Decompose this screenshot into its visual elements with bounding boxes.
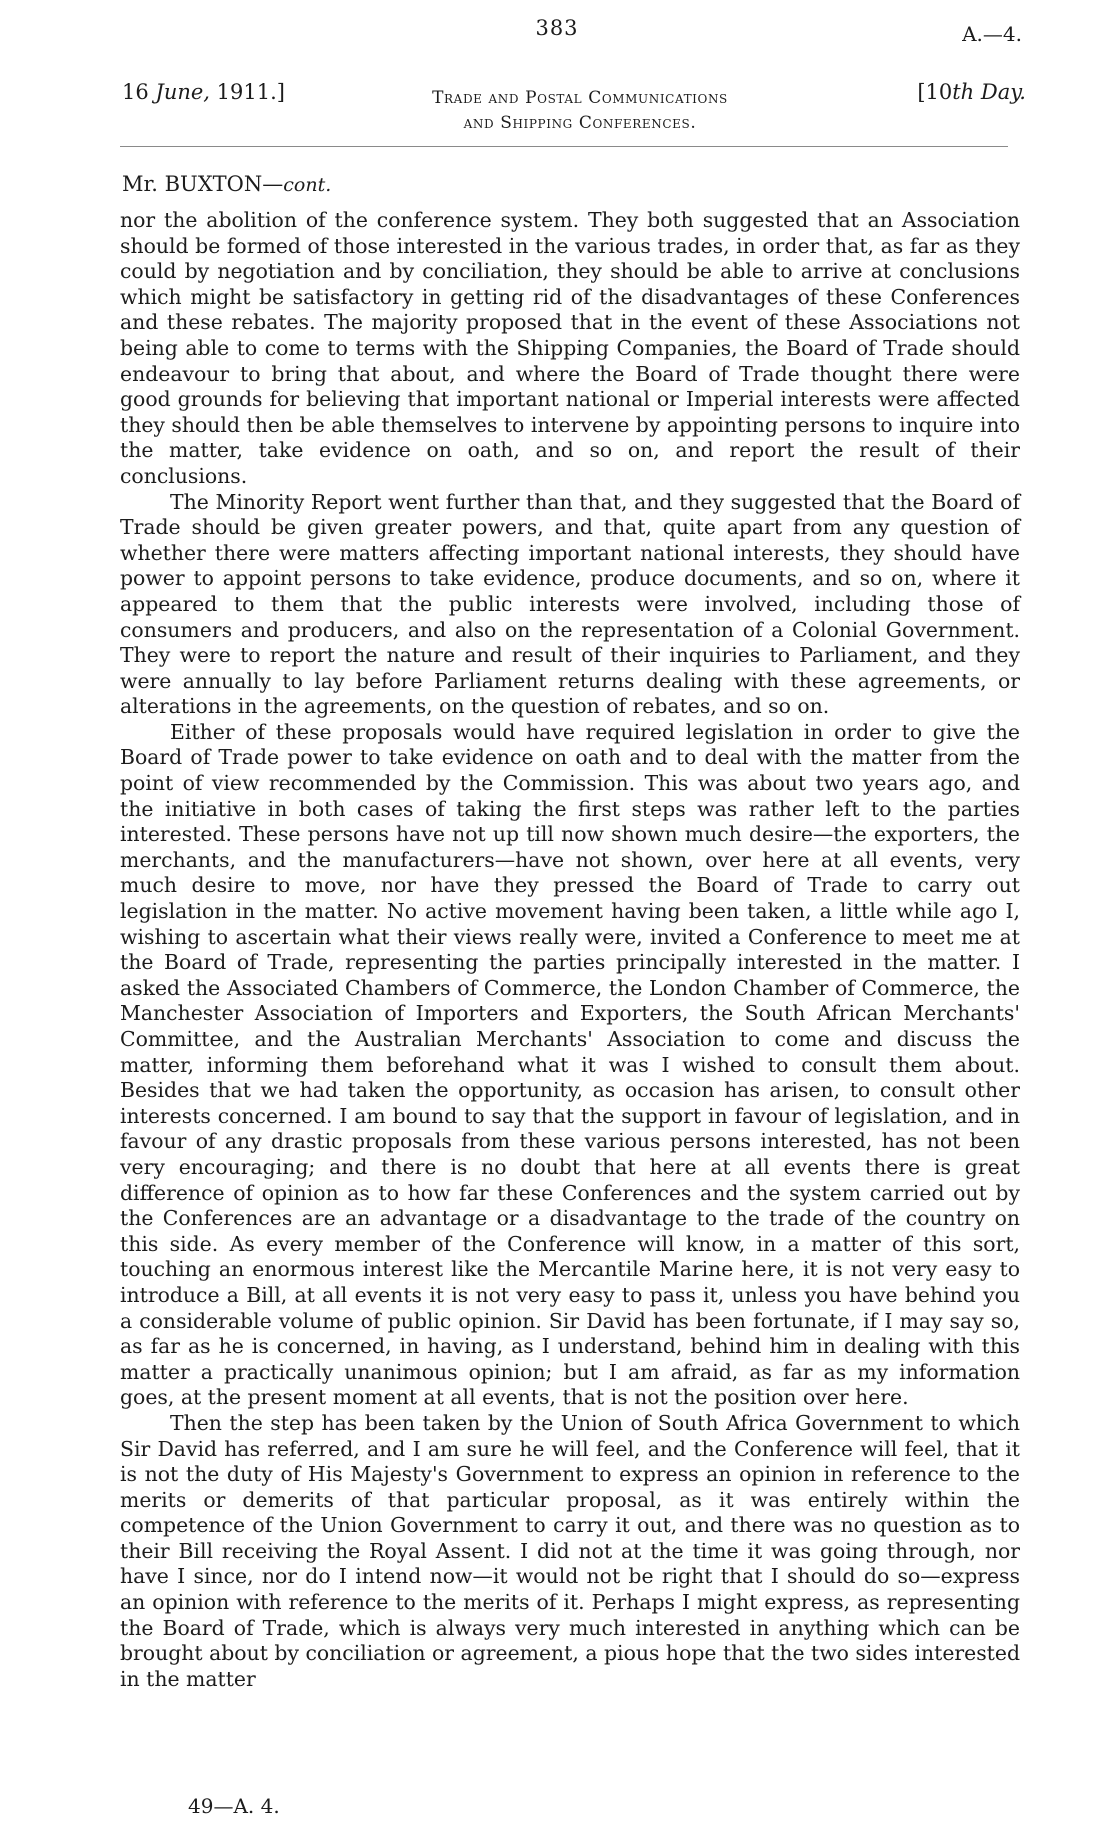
speaker-name: Mr. BUXTON— [122,172,284,196]
header-title [340,86,820,135]
header-date-year: 1911.] [209,80,285,104]
paragraph: Either of these proposals would have required legislation in order to give the Board of Trade power to take evidence on oath and to deal with the matter from the point of view recommended by the Commission. This was about two years ago, and the initiative in both cases of taking the first steps was rather left to the parties interested. These persons have not up till now shown much desire—the exporters, the merchants, and the manufacturers—have not shown, over here at all events, very much desire to move, nor have they pressed the Board of Trade to carry out legislation in the matter. No active movement having been taken, a little while ago I, wishing to ascertain what their views really were, invited a Conference to meet me at the Board of Trade, representing the parties principally interested in the matter. I asked the Associated Chambers of Commerce, the London Chamber of Commerce, the Manchester Association of Importers and Exporters, the South African Merchants' Committee, and the Australian Merchants' Association to come and discuss the matter, informing them beforehand what it was I wished to consult them about. Besides that we had taken the opportunity, as occasion has arisen, to consult other interests concerned. I am bound to say that the support in favour of legislation, and in favour of any drastic proposals from these various persons interested, has not been very encouraging; and there is no doubt that here at all events there is great difference of opinion as to how far these Conferences and the system carried out by the Conferences are an advantage or a disadvantage to the trade of the country on this side. As every member of the Conference will know, in a matter of this sort, touching an enormous interest like the Mercantile Marine here, it is not very easy to introduce a Bill, at all events it is not very easy to pass it, unless you have behind you a considerable volume of public opinion. Sir David has been fortunate, if I may say so, as far as he is concerned, in having, as I understand, behind him in dealing with this matter a practically unanimous opinion; but I am afraid, as far as my information goes, at the present moment at all events, that is not the position over here. [120,719,1020,1410]
header-day [917,80,1026,104]
header-title-line-1: Trade and Postal Communications [432,88,728,108]
body-text [120,208,1020,1692]
header-day-suffix: th [952,80,975,104]
header-date-month: June, [155,80,210,104]
speaker-heading [122,172,331,196]
page-number: 383 [535,16,579,40]
header-day-open: [10 [917,80,953,104]
footer-signature: 49—A. 4. [188,1794,280,1818]
header-divider [120,146,1008,147]
header-date-day: 16 [122,80,156,104]
speaker-continued: cont. [283,174,332,196]
paragraph: The Minority Report went further than that, and they suggested that the Board of Trade should be given greater powers, and that, quite apart from any question of whether there were matters affecting important national interests, they should have power to appoint persons to take evidence, produce documents, and so on, where it appeared to them that the public interests were involved, including those of consumers and producers, and also on the representation of a Colonial Government. They were to report the nature and result of their inquiries to Parliament, and they were annually to lay before Parliament returns dealing with these agreements, or alterations in the agreements, on the question of rebates, and so on. [120,489,1020,719]
paragraph: nor the abolition of the conference system. They both suggested that an Association should be formed of those interested in the various trades, in order that, as far as they could by negotiation and by conciliation, they should be able to arrive at conclusions which might be satisfactory in getting rid of the disadvantages of these Conferences and these rebates. The majority proposed that in the event of these Associations not being able to come to terms with the Shipping Companies, the Board of Trade should endeavour to bring that about, and where the Board of Trade thought there were good grounds for believing that important national or Imperial interests were affected they should then be able themselves to intervene by appointing persons to inquire into the matter, take evidence on oath, and so on, and report the result of their conclusions. [120,208,1020,488]
page-reference: A.—4. [962,22,1022,46]
header-title-line-2: and Shipping Conferences. [463,112,697,133]
header-day-word: Day. [974,80,1026,104]
header-date [122,80,285,104]
paragraph: Then the step has been taken by the Union of South Africa Government to which Sir David has referred, and I am sure he will feel, and the Conference will feel, that it is not the duty of His Majesty's Government to express an opinion in reference to the merits or demerits of that particular proposal, as it was entirely within the competence of the Union Government to carry it out, and there was no question as to their Bill receiving the Royal Assent. I did not at the time it was going through, nor have I since, nor do I intend now—it would not be right that I should do so—express an opinion with reference to the merits of it. Perhaps I might express, as representing the Board of Trade, which is always very much interested in anything which can be brought about by conciliation or agreement, a pious hope that the two sides interested in the matter [120,1410,1020,1691]
